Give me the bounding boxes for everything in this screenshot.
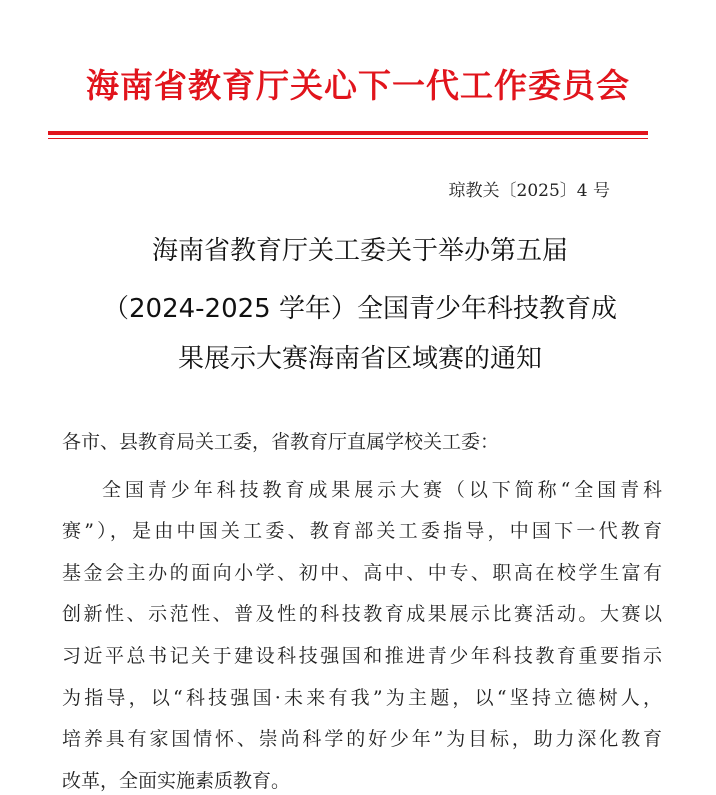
body-line: 为指导，以“科技强国·未来有我”为主题，以“坚持立德树人， (62, 687, 662, 709)
body-line: 全国青少年科技教育成果展示大赛（以下简称“全国青科 (102, 479, 662, 501)
body-line: 创新性、示范性、普及性的科技教育成果展示比赛活动。大赛以 (62, 603, 662, 625)
salutation: 各市、县教育局关工委，省教育厅直属学校关工委： (62, 431, 500, 453)
body-line: 基金会主办的面向小学、初中、高中、中专、职高在校学生富有 (62, 562, 662, 584)
document-number: 琼教关〔2025〕4 号 (448, 181, 610, 201)
header-red-rule-thick (48, 131, 648, 135)
title-line-1: 海南省教育厅关工委关于举办第五届 (151, 236, 568, 266)
title-line-3: 果展示大赛海南省区域赛的通知 (177, 344, 542, 374)
header-red-rule-thin (48, 138, 648, 139)
title-line-2: （2024-2025 学年）全国青少年科技教育成 (103, 294, 617, 324)
body-line: 习近平总书记关于建设科技强国和推进青少年科技教育重要指示 (62, 645, 662, 667)
body-line: 赛”），是由中国关工委、教育部关工委指导，中国下一代教育 (62, 520, 662, 542)
issuer-header: 海南省教育厅关心下一代工作委员会 (86, 66, 630, 105)
body-line: 改革，全面实施素质教育。 (62, 770, 291, 792)
body-line: 培养具有家国情怀、崇尚科学的好少年”为目标，助力深化教育 (62, 728, 662, 750)
